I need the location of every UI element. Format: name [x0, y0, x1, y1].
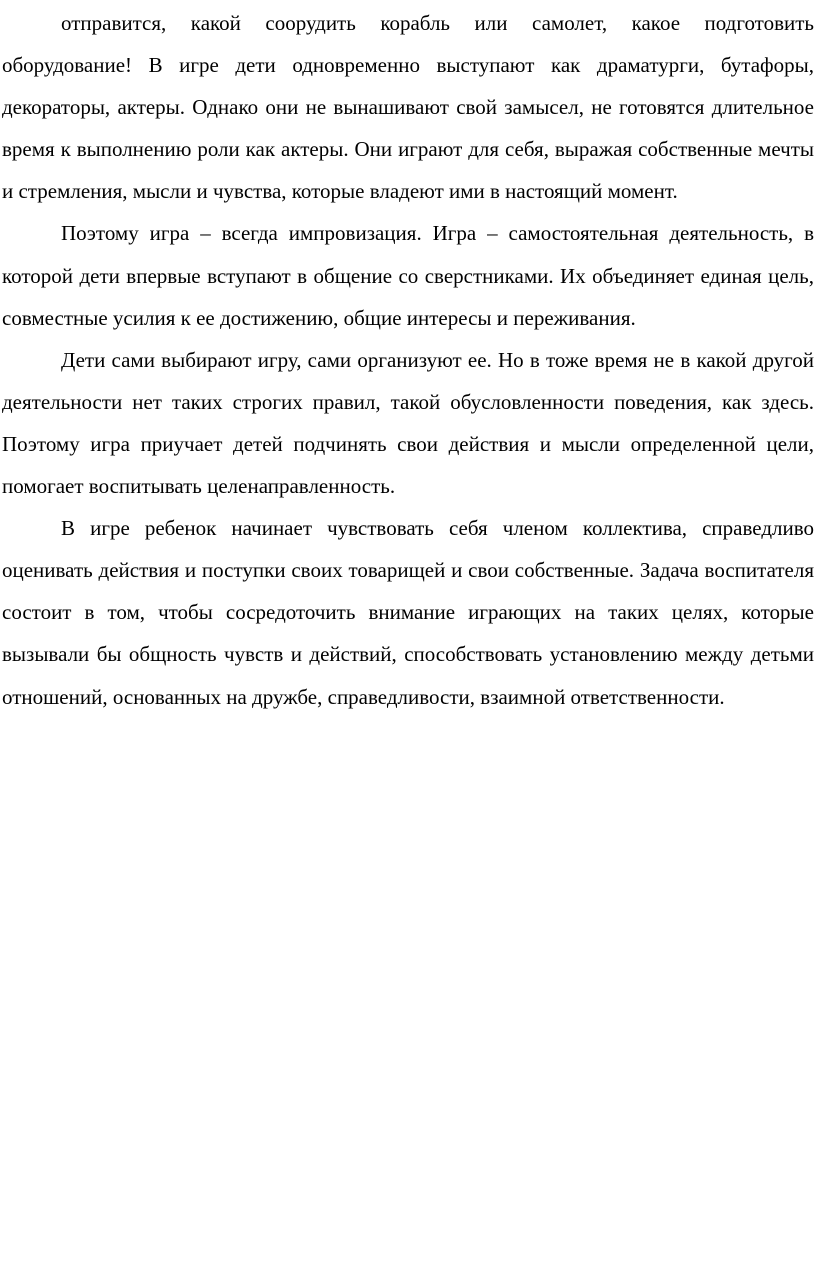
paragraph: Поэтому игра – всегда импровизация. Игра – самостоятельная деятельность, в которой дети впервые вступают в общение со сверстниками. Их объединяет единая цель, совместные усилия к ее достижению, общие интересы и переживания. — [2, 221, 814, 330]
paragraph: отправится, какой соорудить корабль или самолет, какое подготовить оборудование! В игре дети одновременно выступают как драматурги, бутафоры, декораторы, актеры. Однако они не вынашивают свой замысел, не готовятся длительное время к выполнению роли как актеры. Они играют для себя, выражая собственные мечты и стремления, мысли и чувства, которые владеют ими в настоящий момент. — [2, 11, 814, 204]
paragraph: В игре ребенок начинает чувствовать себя членом коллектива, справедливо оценивать действия и поступки своих товарищей и свои собственные. Задача воспитателя состоит в том, чтобы сосредоточить внимание играющих на таких целях, которые вызывали бы общность чувств и действий, способствовать установлению между детьми отношений, основанных на дружбе, справедливости, взаимной ответственности. — [2, 516, 814, 709]
paragraph: Дети сами выбирают игру, сами организуют ее. Но в тоже время не в какой другой деятельности нет таких строгих правил, такой обусловленности поведения, как здесь. Поэтому игра приучает детей подчинять свои действия и мысли определенной цели, помогает воспитывать целенаправленность. — [2, 347, 814, 499]
